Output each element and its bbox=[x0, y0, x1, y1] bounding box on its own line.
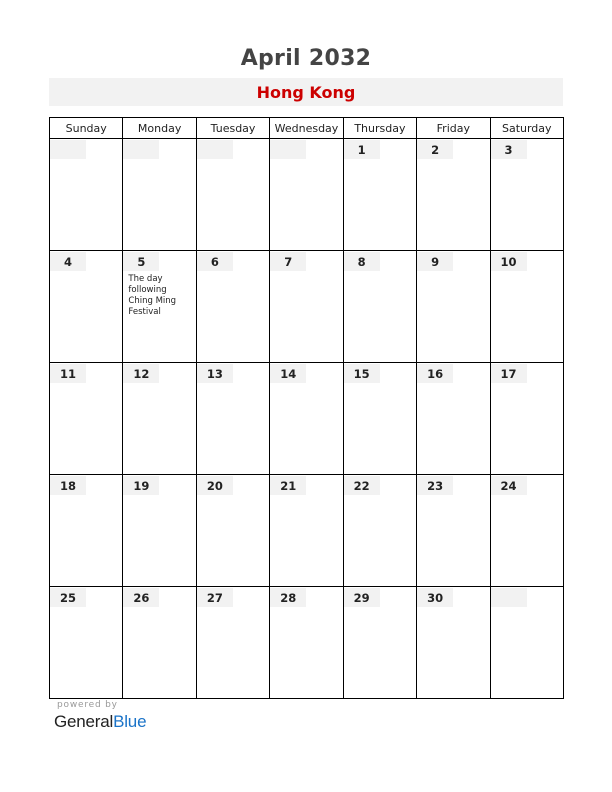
day-number: 14 bbox=[270, 364, 306, 383]
day-cell[interactable] bbox=[196, 587, 269, 699]
day-cell[interactable] bbox=[417, 587, 490, 699]
day-cell[interactable] bbox=[270, 251, 343, 363]
day-cell[interactable] bbox=[417, 363, 490, 475]
day-number: 20 bbox=[197, 476, 233, 495]
day-cell[interactable] bbox=[417, 139, 490, 251]
day-cell[interactable] bbox=[123, 251, 196, 363]
region-label: Hong Kong bbox=[256, 83, 356, 102]
day-number: 8 bbox=[344, 252, 380, 271]
day-cell[interactable] bbox=[343, 251, 416, 363]
day-number: 5 bbox=[123, 252, 159, 271]
day-number: 29 bbox=[344, 588, 380, 607]
day-number: 27 bbox=[197, 588, 233, 607]
weekday-header: Tuesday bbox=[196, 118, 269, 139]
day-cell[interactable] bbox=[196, 363, 269, 475]
day-cell[interactable] bbox=[50, 363, 123, 475]
day-number: 13 bbox=[197, 364, 233, 383]
day-cell[interactable] bbox=[490, 587, 563, 699]
week-row bbox=[50, 139, 564, 251]
brand-name-general: General bbox=[54, 712, 114, 731]
day-number: 30 bbox=[417, 588, 453, 607]
calendar-grid bbox=[49, 117, 564, 699]
weekday-header-row bbox=[50, 118, 564, 139]
weekday-header: Saturday bbox=[490, 118, 563, 139]
day-number: 23 bbox=[417, 476, 453, 495]
day-cell[interactable] bbox=[343, 475, 416, 587]
day-number bbox=[50, 140, 86, 159]
week-row bbox=[50, 475, 564, 587]
day-number: 19 bbox=[123, 476, 159, 495]
day-cell[interactable] bbox=[123, 363, 196, 475]
day-number: 1 bbox=[344, 140, 380, 159]
day-number: 16 bbox=[417, 364, 453, 383]
day-number: 7 bbox=[270, 252, 306, 271]
brand-name-blue: Blue bbox=[113, 712, 147, 731]
day-cell[interactable] bbox=[50, 139, 123, 251]
weekday-header: Friday bbox=[417, 118, 490, 139]
day-number: 12 bbox=[123, 364, 159, 383]
day-cell[interactable] bbox=[196, 475, 269, 587]
day-cell[interactable] bbox=[270, 363, 343, 475]
day-number bbox=[197, 140, 233, 159]
day-cell[interactable] bbox=[196, 139, 269, 251]
day-number: 17 bbox=[491, 364, 527, 383]
weekday-header: Thursday bbox=[343, 118, 416, 139]
day-number: 26 bbox=[123, 588, 159, 607]
day-number: 10 bbox=[491, 252, 527, 271]
page-title: April 2032 bbox=[240, 46, 372, 71]
day-cell[interactable] bbox=[196, 251, 269, 363]
week-row bbox=[50, 363, 564, 475]
weekday-header: Sunday bbox=[50, 118, 123, 139]
day-cell[interactable] bbox=[123, 587, 196, 699]
week-row bbox=[50, 587, 564, 699]
day-cell[interactable] bbox=[123, 475, 196, 587]
day-cell[interactable] bbox=[123, 139, 196, 251]
day-cell[interactable] bbox=[270, 475, 343, 587]
holiday-label: The day following Ching Ming Festival bbox=[128, 274, 177, 317]
day-number: 28 bbox=[270, 588, 306, 607]
day-cell[interactable] bbox=[417, 251, 490, 363]
day-number: 22 bbox=[344, 476, 380, 495]
day-cell[interactable] bbox=[50, 587, 123, 699]
day-number: 4 bbox=[50, 252, 86, 271]
day-cell[interactable] bbox=[490, 475, 563, 587]
weekday-header: Monday bbox=[123, 118, 196, 139]
day-number: 24 bbox=[491, 476, 527, 495]
day-cell[interactable] bbox=[270, 587, 343, 699]
day-cell[interactable] bbox=[50, 251, 123, 363]
day-number bbox=[491, 588, 527, 607]
day-cell[interactable] bbox=[490, 251, 563, 363]
day-cell[interactable] bbox=[490, 139, 563, 251]
day-cell[interactable] bbox=[270, 139, 343, 251]
day-number: 2 bbox=[417, 140, 453, 159]
day-number: 21 bbox=[270, 476, 306, 495]
day-number: 15 bbox=[344, 364, 380, 383]
day-cell[interactable] bbox=[343, 587, 416, 699]
powered-by-label: powered by bbox=[57, 700, 118, 710]
day-number: 9 bbox=[417, 252, 453, 271]
week-row bbox=[50, 251, 564, 363]
day-number: 18 bbox=[50, 476, 86, 495]
day-cell[interactable] bbox=[417, 475, 490, 587]
day-number bbox=[270, 140, 306, 159]
day-number: 11 bbox=[50, 364, 86, 383]
brand-logo[interactable] bbox=[54, 712, 146, 732]
day-number: 3 bbox=[491, 140, 527, 159]
day-number: 25 bbox=[50, 588, 86, 607]
day-cell[interactable] bbox=[50, 475, 123, 587]
day-cell[interactable] bbox=[343, 139, 416, 251]
weekday-header: Wednesday bbox=[270, 118, 343, 139]
day-cell[interactable] bbox=[490, 363, 563, 475]
day-number bbox=[123, 140, 159, 159]
day-cell[interactable] bbox=[343, 363, 416, 475]
day-number: 6 bbox=[197, 252, 233, 271]
